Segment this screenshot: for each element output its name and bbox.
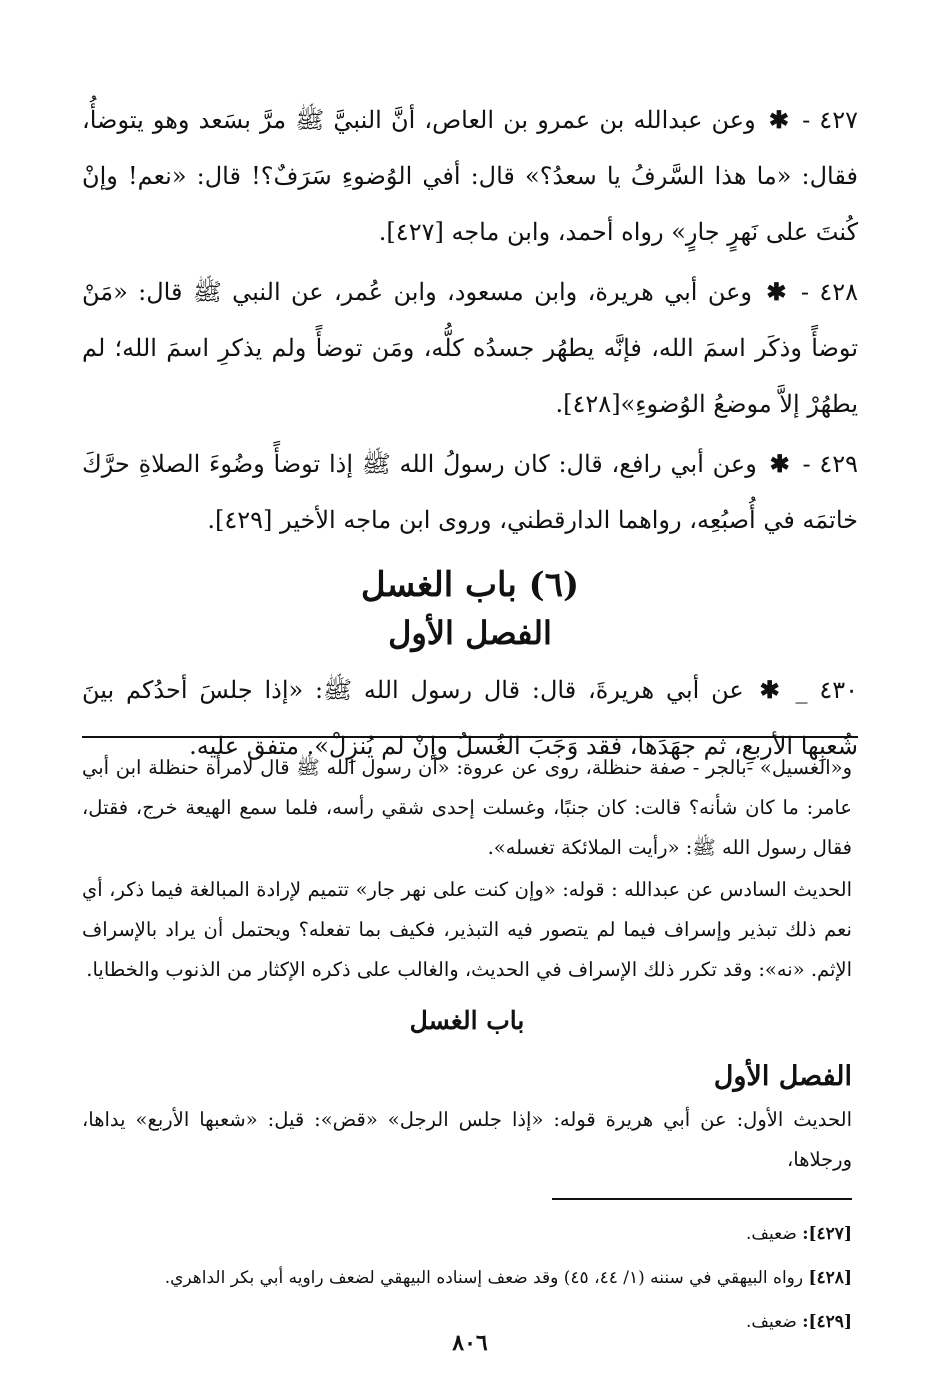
hadith-text: وعن عبدالله بن عمرو بن العاص، أنَّ النبيَّ ﷺ مرَّ بسَعد وهو يتوضأُ، فقال: «ما هذا السَّرفُ يا سعدُ؟» قال: أفي الوُضوءِ سَرَفٌ؟! قال: «نعم! وإنْ كُنتَ على نَهرٍ جارٍ» رواه أحمد، وابن ماجه [٤٢٧]. (82, 106, 858, 246)
chapter-title: (٦) باب الغسل (360, 565, 580, 605)
footnote-text: رواه البيهقي في سننه (١/ ٤٤، ٤٥) وقد ضعف إسناده البيهقي لضعف راويه أبي بكر الداهري. (164, 1268, 804, 1288)
commentary-paragraph: الحديث السادس عن عبدالله : قوله: «وإن كنت على نهر جار» تتميم لإرادة المبالغة فيما ذكر، أي نعم ذلك تبذير وإسراف فيما لم يتصور فيه التبذير، فكيف بما تفعله؟ ويحتمل أن يراد بالإسراف الإثم. «نه»: وقد تكرر ذلك الإسراف في الحديث، والغالب على ذكره الإكثار من الذنوب والخطايا. (82, 878, 852, 981)
commentary-section-title: الفصل الأول (713, 1061, 852, 1092)
footnote (82, 1256, 852, 1300)
hadith-number: ٤٣٠ _ (795, 676, 859, 704)
page-number: ٨٠٦ (452, 1330, 488, 1356)
commentary-paragraph: و«الغسيل» -بالجر - صفة حنظلة، روى عن عروة: «أن رسول الله ﷺ قال لامرأة حنظلة ابن أبي عامر: ما كان شأنه؟ قالت: كان جنبًا، وغسلت إحدى شقي رأسه، فلما سمع الهيعة خرج، فقتل، فقال رسول الله ﷺ: «رأيت الملائكة تغسله». (82, 756, 852, 859)
main-text (82, 92, 858, 778)
star-icon: ✱ (766, 277, 787, 306)
footnote-text: ضعيف. (746, 1224, 797, 1244)
hadith-text: وعن أبي رافع، قال: كان رسولُ الله ﷺ إذا توضأً وضُوءَ الصلاةِ حرَّكَ خاتمَه في أُصبُعِه، رواهما الدارقطني، وروى ابن ماجه الأخير [٤٢٩]. (82, 450, 858, 534)
hadith-429 (82, 436, 858, 548)
footnote-ref: [٤٢٨] (808, 1268, 852, 1288)
commentary-chapter-title: باب الغسل (409, 1006, 525, 1035)
hadith-number: ٤٢٧ - (802, 106, 858, 134)
commentary-paragraph: الحديث الأول: عن أبي هريرة قوله: «إذا جلس الرجل» «قض»: قيل: «شعبها الأربع» يداها، ورجلاها، (82, 1108, 852, 1171)
star-icon: ✱ (768, 105, 789, 134)
hadith-427 (82, 92, 858, 260)
footnote (82, 1212, 852, 1256)
hadith-number: ٤٢٩ - (802, 450, 858, 478)
hadith-428 (82, 264, 858, 432)
main-divider (82, 736, 858, 738)
footnotes (82, 1212, 852, 1344)
hadith-number: ٤٢٨ - (800, 278, 858, 306)
footnote-ref: [٤٢٧]: (802, 1224, 852, 1244)
footnote-divider (552, 1198, 852, 1200)
commentary (82, 748, 852, 1182)
star-icon: ✱ (759, 675, 780, 704)
footnote-text: ضعيف. (746, 1312, 797, 1332)
footnote-ref: [٤٢٩]: (802, 1312, 852, 1332)
section-title: الفصل الأول (388, 614, 552, 652)
hadith-text: عن أبي هريرةَ، قال: قال رسول الله ﷺ: «إذا جلسَ أحدُكم بينَ شُعبِها الأربعِ، ثم جهَدَها، فقد وَجَبَ الغُسلُ وإنْ لم يُنزِلْ». متفق عليه. (82, 676, 858, 760)
star-icon: ✱ (769, 449, 790, 478)
hadith-text: وعن أبي هريرة، وابن مسعود، وابن عُمر، عن النبي ﷺ قال: «مَنْ توضأً وذكَر اسمَ الله، فإنَّه يطهُر جسدُه كلُّه، ومَن توضأً ولم يذكرِ اسمَ الله؛ لم يطهُرْ إلاَّ موضعُ الوُضوءِ»[٤٢٨]. (82, 278, 858, 418)
